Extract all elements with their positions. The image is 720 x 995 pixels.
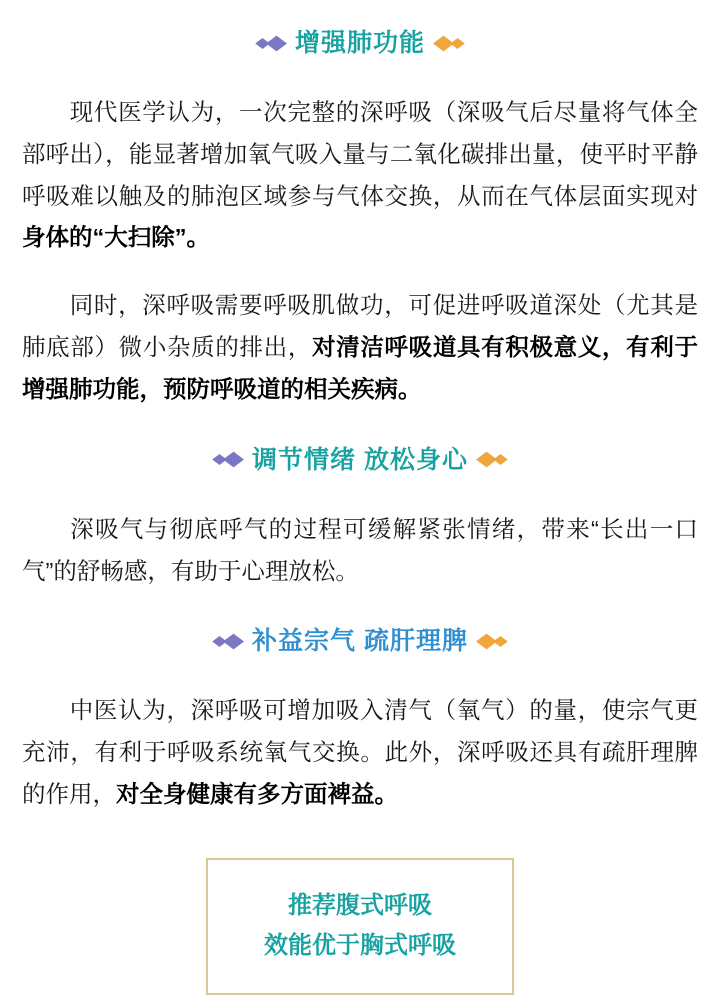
paragraph-3-run-1: 深吸气与彻底呼气的过程可缓解紧张情绪，带来“长出一口气”的舒畅感，有助于心理放松。 <box>22 515 698 584</box>
double-diamond-left-icon <box>258 37 283 50</box>
recommendation-callout <box>206 858 514 995</box>
callout-container <box>22 858 698 995</box>
double-diamond-left-icon <box>215 635 240 648</box>
section-heading-1-text: 增强肺功能 <box>294 29 425 57</box>
double-diamond-right-icon <box>480 635 505 648</box>
section-heading-2 <box>22 445 698 475</box>
section-heading-1 <box>22 28 698 58</box>
double-diamond-left-icon <box>215 453 240 466</box>
paragraph-4-run-2: 对全身健康有多方面裨益。 <box>116 781 398 808</box>
paragraph-1-run-1: 现代医学认为，一次完整的深呼吸（深吸气后尽量将气体全部呼出），能显著增加氧气吸入量与二氧化碳排出量，使平时平静呼吸难以触及的肺泡区域参与气体交换，从而在气体层面实现对 <box>22 99 698 209</box>
paragraph-4 <box>22 690 698 815</box>
section-heading-3 <box>22 626 698 656</box>
paragraph-3 <box>22 509 698 593</box>
callout-line-1: 推荐腹式呼吸 <box>288 891 432 919</box>
paragraph-2 <box>22 285 698 410</box>
section-heading-2-text: 调节情绪 放松身心 <box>252 445 468 474</box>
paragraph-1-run-2: 身体的“大扫除”。 <box>22 224 210 251</box>
section-heading-3-text: 补益宗气 疏肝理脾 <box>252 627 468 656</box>
paragraph-4-run-1: 中医认为，深呼吸可增加吸入清气（氧气）的量，使宗气更充沛，有利于呼吸系统氧气交换。此外，深呼吸还具有疏肝理脾的作用， <box>22 697 698 808</box>
double-diamond-right-icon <box>437 37 462 50</box>
callout-line-2: 效能优于胸式呼吸 <box>264 931 456 959</box>
paragraph-2-run-2: 对清洁呼吸道具有积极意义，有利于增强肺功能，预防呼吸道的相关疾病。 <box>22 334 698 402</box>
paragraph-1 <box>22 92 698 259</box>
paragraph-2-run-1: 同时，深呼吸需要呼吸肌做功，可促进呼吸道深处（尤其是肺底部）微小杂质的排出， <box>22 292 698 361</box>
double-diamond-right-icon <box>480 453 505 466</box>
